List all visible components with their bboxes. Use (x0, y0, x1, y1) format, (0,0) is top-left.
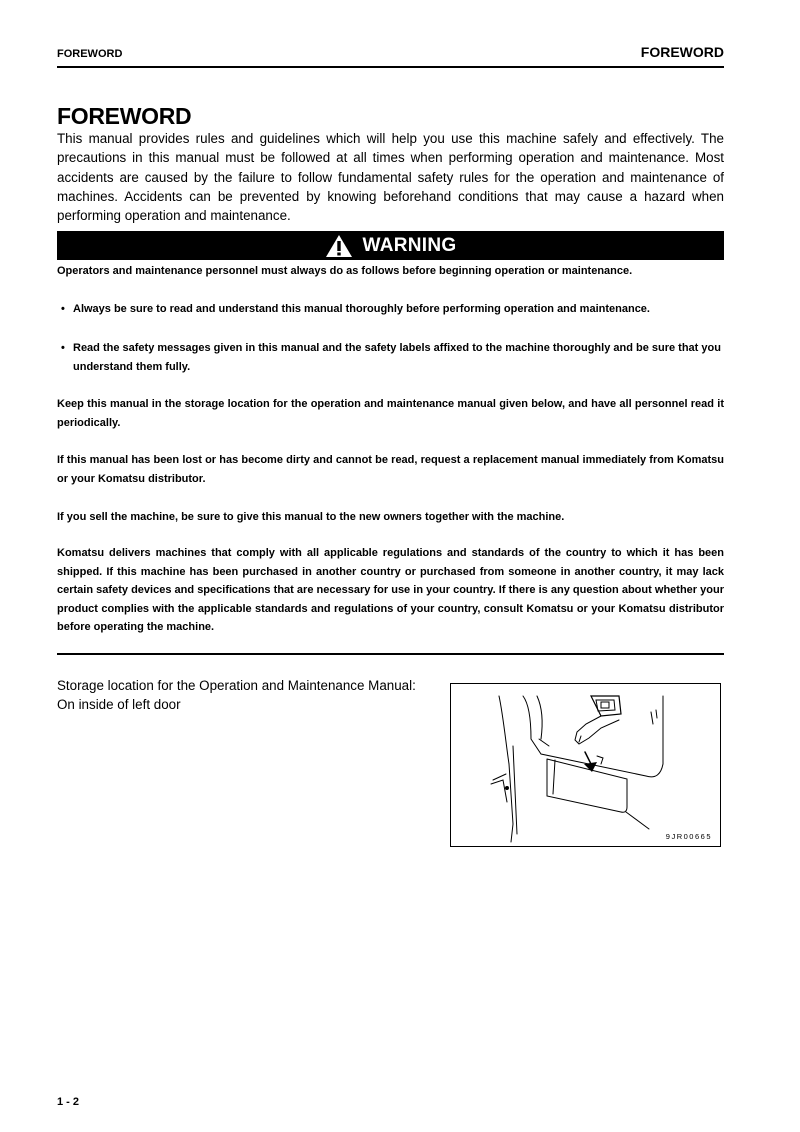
warning-lead: Operators and maintenance personnel must always do as follows before beginning operation or maintenance. (57, 265, 633, 277)
door-illustration (450, 683, 721, 847)
storage-line-1: Storage location for the Operation and Maintenance Manual: (57, 678, 416, 693)
warning-label: WARNING (362, 234, 457, 256)
warning-banner (57, 231, 724, 260)
warning-paragraph: If this manual has been lost or has become dirty and cannot be read, request a replacement manual immediately from Komatsu or your Komatsu distributor. (57, 454, 724, 485)
header-left-title: FOREWORD (57, 48, 123, 60)
bullet-text: Read the safety messages given in this manual and the safety labels affixed to the machine thoroughly and be sure that you understand them fully. (73, 342, 721, 373)
warning-bullet (57, 300, 724, 319)
door-storage-drawing (451, 684, 720, 846)
warning-paragraph: Keep this manual in the storage location for the operation and maintenance manual given below, and have all personnel read it periodically. (57, 398, 724, 429)
warning-triangle-icon (325, 234, 353, 258)
warning-paragraph: Komatsu delivers machines that comply with all applicable regulations and standards of the country to which it has been shipped. If this machine has been purchased in another country or purchased from someone in another country, it may lack certain safety devices and specifications that are necessary for use in your country. If there is any question about whether your product complies with the applicable standards and regulations of your country, consult Komatsu or your Komatsu distributor before operating the machine. (57, 547, 724, 633)
header-right-title: FOREWORD (640, 44, 724, 60)
storage-location-text (57, 676, 416, 714)
warning-paragraph: If you sell the machine, be sure to give this manual to the new owners together with the machine. (57, 511, 565, 523)
page-number: 1 - 2 (57, 1096, 80, 1108)
storage-line-2: On inside of left door (57, 697, 181, 712)
bullet-dot: • (61, 342, 65, 354)
page-header (57, 42, 724, 68)
warning-bullet (57, 339, 724, 376)
bullet-dot: • (61, 303, 65, 315)
section-divider (57, 653, 724, 655)
figure-code: 9JR00665 (665, 832, 712, 841)
bullet-text: Always be sure to read and understand this manual thoroughly before performing operation and maintenance. (73, 303, 650, 315)
page-title: FOREWORD (57, 103, 192, 129)
intro-paragraph: This manual provides rules and guidelines which will help you use this machine safely and effectively. The precautions in this manual must be followed at all times when performing operation and maintenance. Most accidents are caused by the failure to follow fundamental safety rules for the operation and maintenance of machines. Accidents can be prevented by knowing beforehand conditions that may cause a hazard when performing operation and maintenance. (57, 131, 724, 224)
